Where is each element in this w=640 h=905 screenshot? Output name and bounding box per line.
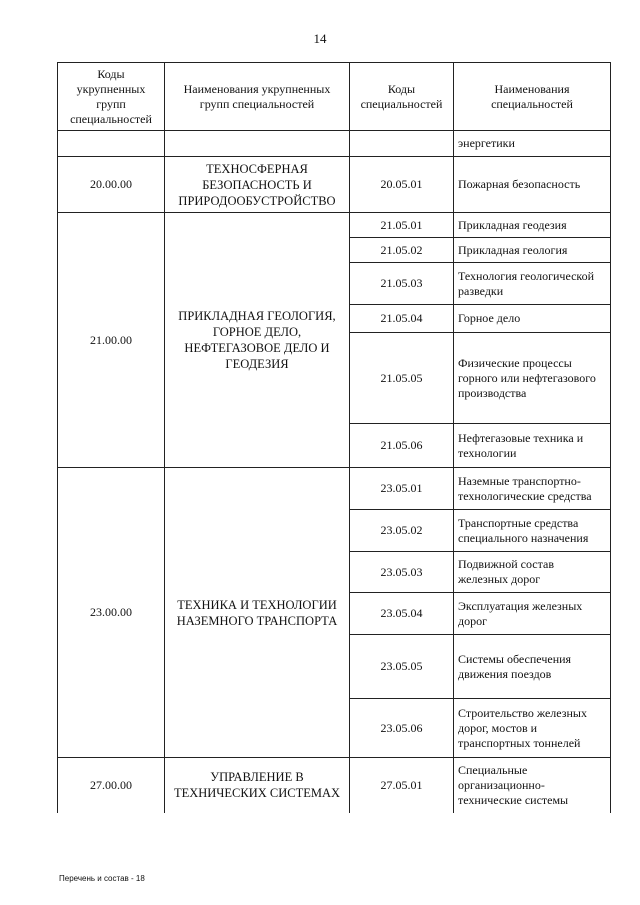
spec-name: Пожарная безопасность (454, 157, 611, 213)
spec-name: Транспортные средства специального назначения (454, 510, 611, 552)
specialties-table (57, 62, 611, 813)
spec-name: Прикладная геология (454, 238, 611, 263)
spec-name: Системы обеспечения движения поездов (454, 635, 611, 699)
spec-name: Прикладная геодезия (454, 213, 611, 238)
table-row (58, 468, 611, 510)
header-spec-code: Коды специальностей (350, 63, 454, 131)
table-header-row (58, 63, 611, 131)
spec-code: 23.05.05 (350, 635, 454, 699)
spec-code: 23.05.03 (350, 552, 454, 593)
spec-name: Подвижной состав железных дорог (454, 552, 611, 593)
spec-code: 27.05.01 (350, 758, 454, 813)
table-row (58, 213, 611, 238)
spec-name: Горное дело (454, 305, 611, 333)
empty-cell (350, 131, 454, 157)
empty-cell (165, 131, 350, 157)
group-name: УПРАВЛЕНИЕ В ТЕХНИЧЕСКИХ СИСТЕМАХ (165, 758, 350, 813)
group-code: 23.00.00 (58, 468, 165, 758)
spec-code: 21.05.06 (350, 424, 454, 468)
spec-code: 21.05.05 (350, 333, 454, 424)
header-spec-name: Наименования специальностей (454, 63, 611, 131)
spec-name: Строительство железных дорог, мостов и транспортных тоннелей (454, 699, 611, 758)
group-name: ТЕХНОСФЕРНАЯ БЕЗОПАСНОСТЬ И ПРИРОДООБУСТРОЙСТВО (165, 157, 350, 213)
spec-code: 23.05.06 (350, 699, 454, 758)
table-row-carryover (58, 131, 611, 157)
table-row (58, 758, 611, 813)
spec-code: 21.05.04 (350, 305, 454, 333)
spec-name: Физические процессы горного или нефтегазового производства (454, 333, 611, 424)
page-number: 14 (313, 31, 327, 46)
empty-cell (58, 131, 165, 157)
group-name: ТЕХНИКА И ТЕХНОЛОГИИ НАЗЕМНОГО ТРАНСПОРТА (165, 468, 350, 758)
spec-name: Технология геологической разведки (454, 263, 611, 305)
spec-code: 23.05.04 (350, 593, 454, 635)
spec-name: энергетики (454, 131, 611, 157)
spec-name: Наземные транспортно-технологические средства (454, 468, 611, 510)
table-row (58, 157, 611, 213)
spec-name: Нефтегазовые техника и технологии (454, 424, 611, 468)
spec-code: 21.05.01 (350, 213, 454, 238)
spec-code: 23.05.01 (350, 468, 454, 510)
spec-code: 23.05.02 (350, 510, 454, 552)
footer-note: Перечень и состав - 18 (59, 874, 145, 883)
spec-name: Эксплуатация железных дорог (454, 593, 611, 635)
group-code: 27.00.00 (58, 758, 165, 813)
spec-name: Специальные организационно-технические системы (454, 758, 611, 813)
spec-code: 20.05.01 (350, 157, 454, 213)
header-group-name: Наименования укрупненных групп специальностей (165, 63, 350, 131)
spec-code: 21.05.02 (350, 238, 454, 263)
header-group-code: Коды укрупненных групп специальностей (58, 63, 165, 131)
group-code: 21.00.00 (58, 213, 165, 468)
group-name: ПРИКЛАДНАЯ ГЕОЛОГИЯ, ГОРНОЕ ДЕЛО, НЕФТЕГАЗОВОЕ ДЕЛО И ГЕОДЕЗИЯ (165, 213, 350, 468)
group-code: 20.00.00 (58, 157, 165, 213)
spec-code: 21.05.03 (350, 263, 454, 305)
